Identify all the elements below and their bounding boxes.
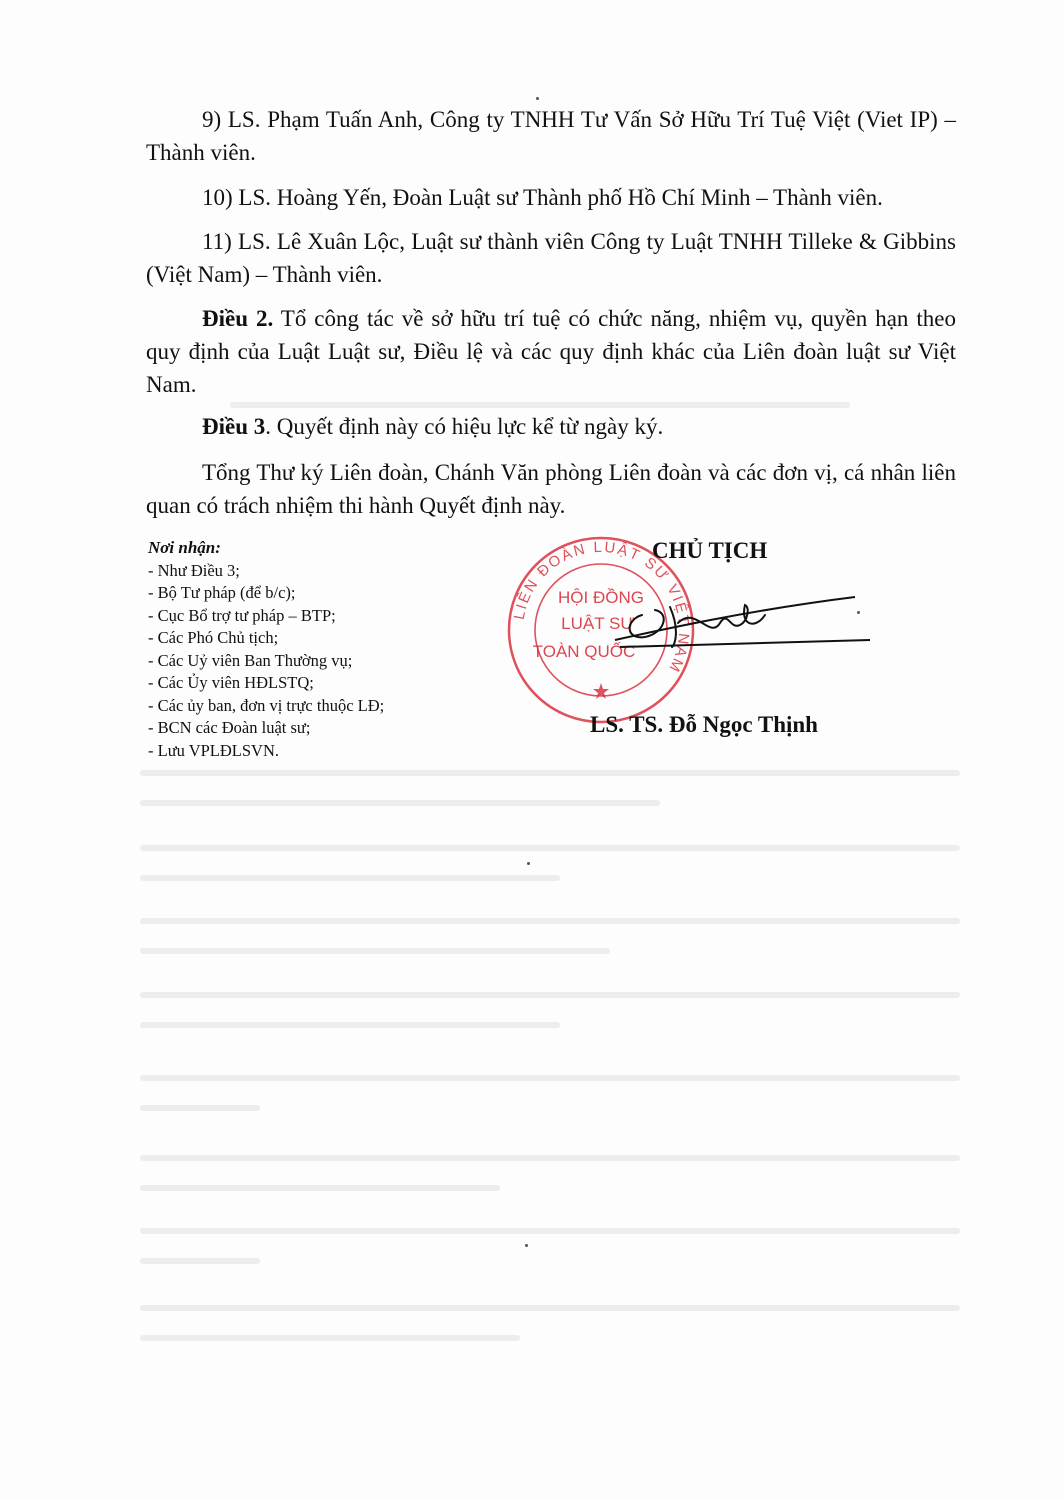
- bleed-through-line: [230, 402, 850, 408]
- recipient-item: - Các Uỷ viên Ban Thường vụ;: [148, 650, 353, 670]
- bleed-through-line: [140, 1105, 260, 1111]
- article-2-text: Tổ công tác về sở hữu trí tuệ có chức năng, nhiệm vụ, quyền hạn theo quy định của Luật Luật sư, Điều lệ và các quy định khác của Liên đoàn luật sư Việt Nam.: [146, 306, 956, 397]
- bleed-through-line: [140, 1305, 960, 1311]
- signer-name: LS. TS. Đỗ Ngọc Thịnh: [590, 712, 818, 737]
- member-item-10-text: 10) LS. Hoàng Yến, Đoàn Luật sư Thành phố Hồ Chí Minh – Thành viên.: [202, 185, 883, 210]
- signer-title: CHỦ TỊCH: [652, 538, 768, 563]
- article-2: [146, 302, 956, 401]
- bleed-through-line: [140, 1022, 560, 1028]
- bleed-through-line: [140, 1075, 960, 1081]
- bleed-through-line: [140, 1258, 260, 1264]
- closing-paragraph: [146, 456, 956, 522]
- recipient-item: - Các ủy ban, đơn vị trực thuộc LĐ;: [148, 695, 385, 715]
- article-3-text: . Quyết định này có hiệu lực kể từ ngày ký.: [265, 414, 664, 439]
- bleed-through-line: [140, 1185, 500, 1191]
- bleed-through-line: [140, 1155, 960, 1161]
- seal-line-3: TOÀN QUỐC: [532, 642, 636, 661]
- seal-line-2: LUẬT SƯ: [561, 614, 635, 633]
- recipient-item: - BCN các Đoàn luật sư;: [148, 718, 311, 737]
- member-item-10: [146, 181, 956, 214]
- recipient-item: - Các Phó Chủ tịch;: [148, 628, 279, 647]
- member-item-9-text: 9) LS. Phạm Tuấn Anh, Công ty TNHH Tư Vấn Sở Hữu Trí Tuệ Việt (Viet IP) – Thành viên.: [146, 107, 956, 165]
- bleed-through-line: [140, 845, 960, 851]
- bleed-through-line: [140, 1335, 520, 1341]
- scan-speck: [536, 97, 539, 100]
- handwritten-signature: [600, 585, 875, 655]
- member-item-9: [146, 103, 956, 169]
- scan-speck: [527, 862, 530, 865]
- bleed-through-line: [140, 1228, 960, 1234]
- recipient-item: - Bộ Tư pháp (để b/c);: [148, 583, 296, 602]
- scan-speck: [525, 1244, 528, 1247]
- recipient-item: - Cục Bổ trợ tư pháp – BTP;: [148, 605, 336, 625]
- recipient-item: - Như Điều 3;: [148, 560, 240, 580]
- member-item-11-text: 11) LS. Lê Xuân Lộc, Luật sư thành viên Công ty Luật TNHH Tilleke & Gibbins (Việt Nam) – Thành viên.: [146, 229, 956, 287]
- article-2-label: Điều 2.: [202, 306, 274, 331]
- bleed-through-line: [140, 918, 960, 924]
- recipients-heading-row: [148, 537, 478, 560]
- article-3: [146, 410, 956, 443]
- bleed-through-line: [140, 948, 610, 954]
- recipients-heading-colon: :: [215, 538, 221, 557]
- bleed-through-line: [140, 875, 560, 881]
- bleed-through-line: [140, 992, 960, 998]
- bleed-through-line: [140, 800, 660, 806]
- recipients-list: [148, 537, 478, 762]
- article-3-label: Điều 3: [202, 414, 266, 439]
- seal-line-1: HỘI ĐỒNG: [558, 588, 644, 607]
- bleed-through-line: [140, 770, 960, 776]
- member-item-11: [146, 225, 956, 291]
- recipient-item: - Các Ủy viên HĐLSTQ;: [148, 673, 314, 692]
- recipient-item: - Lưu VPLĐLSVN.: [148, 740, 280, 760]
- closing-text: Tổng Thư ký Liên đoàn, Chánh Văn phòng Liên đoàn và các đơn vị, cá nhân liên quan có trách nhiệm thi hành Quyết định này.: [146, 460, 956, 518]
- recipients-heading: Nơi nhận: [148, 538, 216, 557]
- seal-outer-text: LIÊN ĐOÀN LUẬT SƯ VIỆT NAM: [510, 538, 693, 676]
